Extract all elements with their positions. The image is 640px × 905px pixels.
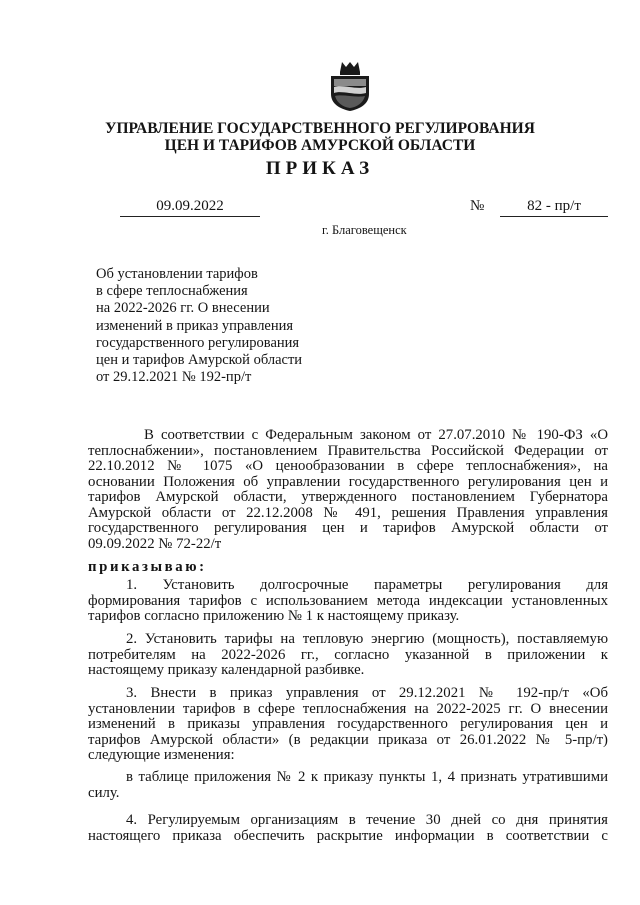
item-line: настоящему приказу календарной разбивке. [88, 662, 365, 678]
org-name-line-2: ЦЕН И ТАРИФОВ АМУРСКОЙ ОБЛАСТИ [164, 137, 476, 154]
subject-line: цен и тарифов Амурской области [96, 352, 303, 369]
item-3-subparagraph [88, 770, 608, 801]
order-number: 82 - пр/т [500, 198, 608, 217]
coat-of-arms-emblem [328, 60, 372, 112]
item-line: изменений в приказы управления государственного регулирования цен и [88, 716, 608, 732]
preamble-paragraph [88, 428, 608, 552]
item-line: силу. [88, 784, 120, 801]
item-line: потребителям на 2022-2026 гг., согласно указанной в приложении к [88, 646, 608, 663]
org-name-line-1: УПРАВЛЕНИЕ ГОСУДАРСТВЕННОГО РЕГУЛИРОВАНИЯ [105, 120, 535, 137]
item-4-paragraph [88, 813, 608, 844]
subject-line: в сфере теплоснабжения [96, 283, 248, 300]
item-line: тарифов согласно приложению № 1 к настоящему приказу. [88, 608, 460, 624]
order-subject [96, 266, 396, 386]
preamble-line: В соответствии с Федеральным законом от 27.07.2010 № 190-ФЗ «О [144, 427, 608, 443]
decree-word: приказываю: [88, 559, 207, 575]
item-line: 4. Регулируемым организациям в течение 30 дней со дня принятия [126, 812, 608, 828]
preamble-line: теплоснабжении», постановлением Правительства Российской Федерации от [88, 442, 608, 459]
item-2-paragraph [88, 632, 608, 679]
item-line: 3. Внести в приказ управления от 29.12.2021 № 192-пр/т «Об [126, 685, 608, 701]
item-1-paragraph [88, 578, 608, 625]
item-line: установлении тарифов в сфере теплоснабжения на 2022-2025 гг. О внесении [88, 700, 608, 717]
order-date: 09.09.2022 [120, 198, 260, 217]
item-3-paragraph [88, 686, 608, 764]
preamble-line: 22.10.2012 № 1075 «О ценообразовании в сфере теплоснабжения», на [88, 458, 608, 474]
item-line: следующие изменения: [88, 747, 235, 763]
number-sign: № [470, 198, 485, 214]
city-name: г. Благовещенск [322, 223, 407, 237]
subject-line: от 29.12.2021 № 192-пр/т [96, 369, 252, 386]
item-line: в таблице приложения № 2 к приказу пункты 1, 4 признать утратившими [126, 769, 608, 785]
subject-line: Об установлении тарифов [96, 266, 258, 282]
subject-line: на 2022-2026 гг. О внесении [96, 300, 270, 317]
item-line: 1. Установить долгосрочные параметры регулирования для [126, 577, 608, 593]
subject-line: государственного регулирования [96, 334, 300, 351]
subject-line: изменений в приказ управления [96, 317, 294, 334]
preamble-line: 09.09.2022 № 72-22/т [88, 535, 222, 552]
item-line: настоящего приказа обеспечить раскрытие информации в соответствии с [88, 827, 608, 844]
item-line: формирования тарифов с использованием метода индексации установленных [88, 592, 608, 609]
item-line: тарифов Амурской области» (в редакции приказа от 26.01.2022 № 5-пр/т) [88, 731, 608, 748]
preamble-line: Амурской области от 22.12.2008 № 491, решения Правления управления [88, 504, 608, 521]
preamble-line: государственного регулирования цен и тарифов Амурской области от [88, 520, 608, 536]
preamble-line: тарифов Амурской области, утвержденного постановлением Губернатора [88, 489, 608, 505]
document-type-title: ПРИКАЗ [265, 158, 375, 179]
item-line: 2. Установить тарифы на тепловую энергию (мощность), поставляемую [126, 631, 608, 647]
preamble-line: основании Положения об управлении государственного регулирования цен и [88, 473, 608, 490]
